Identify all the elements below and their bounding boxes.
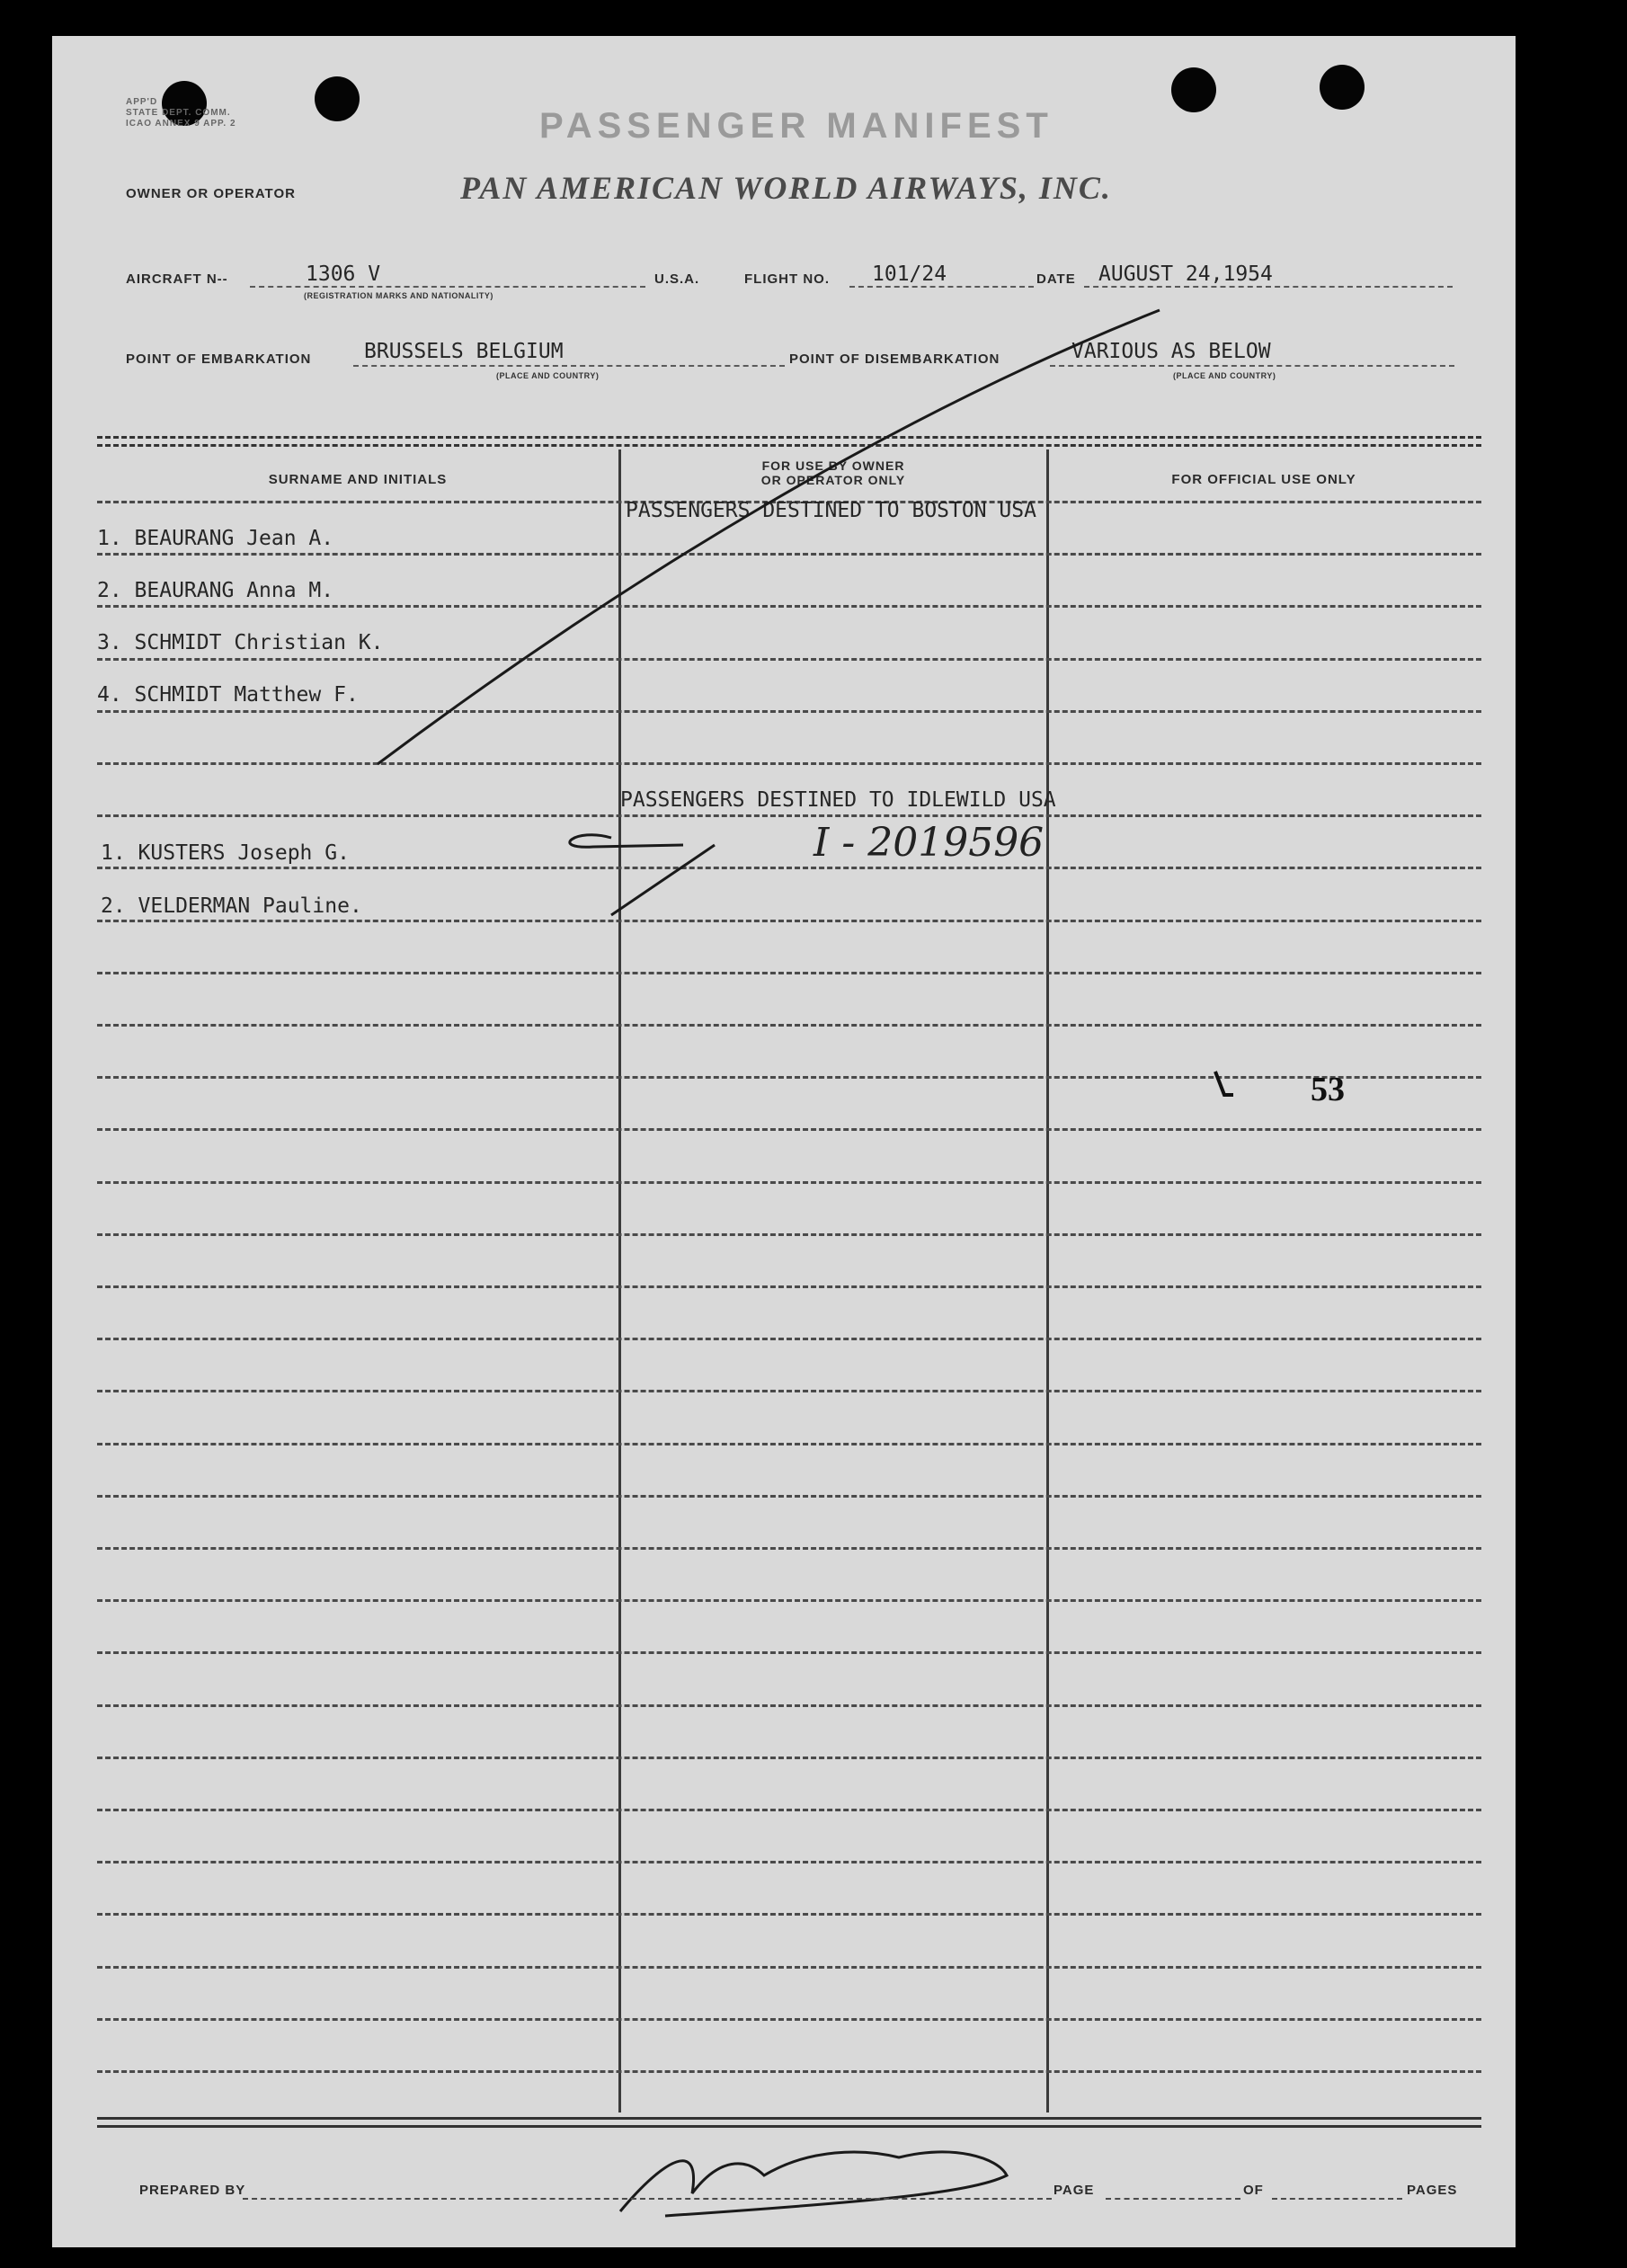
col-surname-header: SURNAME AND INITIALS <box>268 472 448 487</box>
embark-sublabel: (PLACE AND COUNTRY) <box>496 371 600 380</box>
embark-label: POINT OF EMBARKATION <box>126 351 312 367</box>
aircraft-value: 1306 V <box>306 262 381 286</box>
passenger-name: 3. SCHMIDT Christian K. <box>97 631 384 654</box>
group-destination: PASSENGERS DESTINED TO BOSTON USA <box>626 499 1036 522</box>
diagonal-check-mark <box>378 310 1160 764</box>
page-underline <box>1106 2198 1240 2200</box>
nationality: U.S.A. <box>654 271 700 287</box>
disembark-label: POINT OF DISEMBARKATION <box>789 351 1000 367</box>
disembark-sublabel: (PLACE AND COUNTRY) <box>1173 371 1276 380</box>
hand-mark <box>570 835 683 848</box>
approval-note: APP'D STATE DEPT. COMM. ICAO ANNEX 9 APP. 2 <box>126 97 236 129</box>
col-owner-header: FOR USE BY OWNER OR OPERATOR ONLY <box>760 458 906 487</box>
passenger-name: 1. BEAURANG Jean A. <box>97 527 334 550</box>
passenger-name: 1. KUSTERS Joseph G. <box>101 841 350 865</box>
of-underline <box>1272 2198 1402 2200</box>
passenger-name: 4. SCHMIDT Matthew F. <box>97 683 359 707</box>
handwritten-note: I - 2019596 <box>814 820 1045 866</box>
stamp-mark <box>1215 1072 1233 1095</box>
date-label: DATE <box>1036 271 1076 287</box>
owner-label: OWNER OR OPERATOR <box>126 186 296 201</box>
group-destination: PASSENGERS DESTINED TO IDLEWILD USA <box>620 788 1056 812</box>
signature <box>620 2152 1007 2216</box>
passenger-name: 2. BEAURANG Anna M. <box>97 579 334 602</box>
hand-mark <box>611 845 715 915</box>
col-official-header: FOR OFFICIAL USE ONLY <box>1171 472 1356 487</box>
pages-label: PAGES <box>1407 2183 1458 2198</box>
flight-value: 101/24 <box>872 262 947 286</box>
owner-value: PAN AMERICAN WORLD AIRWAYS, INC. <box>460 170 1112 206</box>
flight-label: FLIGHT NO. <box>744 271 830 287</box>
of-label: OF <box>1243 2183 1264 2198</box>
form-title: PASSENGER MANIFEST <box>539 106 1054 146</box>
embark-value: BRUSSELS BELGIUM <box>364 340 564 363</box>
page-label: PAGE <box>1054 2183 1095 2198</box>
prepared-underline <box>243 2198 1052 2200</box>
prepared-by-label: PREPARED BY <box>139 2183 246 2198</box>
passenger-name: 2. VELDERMAN Pauline. <box>101 894 362 918</box>
aircraft-sublabel: (REGISTRATION MARKS AND NATIONALITY) <box>304 291 493 300</box>
aircraft-label: AIRCRAFT N-- <box>126 271 228 287</box>
page-stamp: 53 <box>1311 1071 1345 1108</box>
date-value: AUGUST 24,1954 <box>1098 262 1273 286</box>
disembark-value: VARIOUS AS BELOW <box>1071 340 1271 363</box>
